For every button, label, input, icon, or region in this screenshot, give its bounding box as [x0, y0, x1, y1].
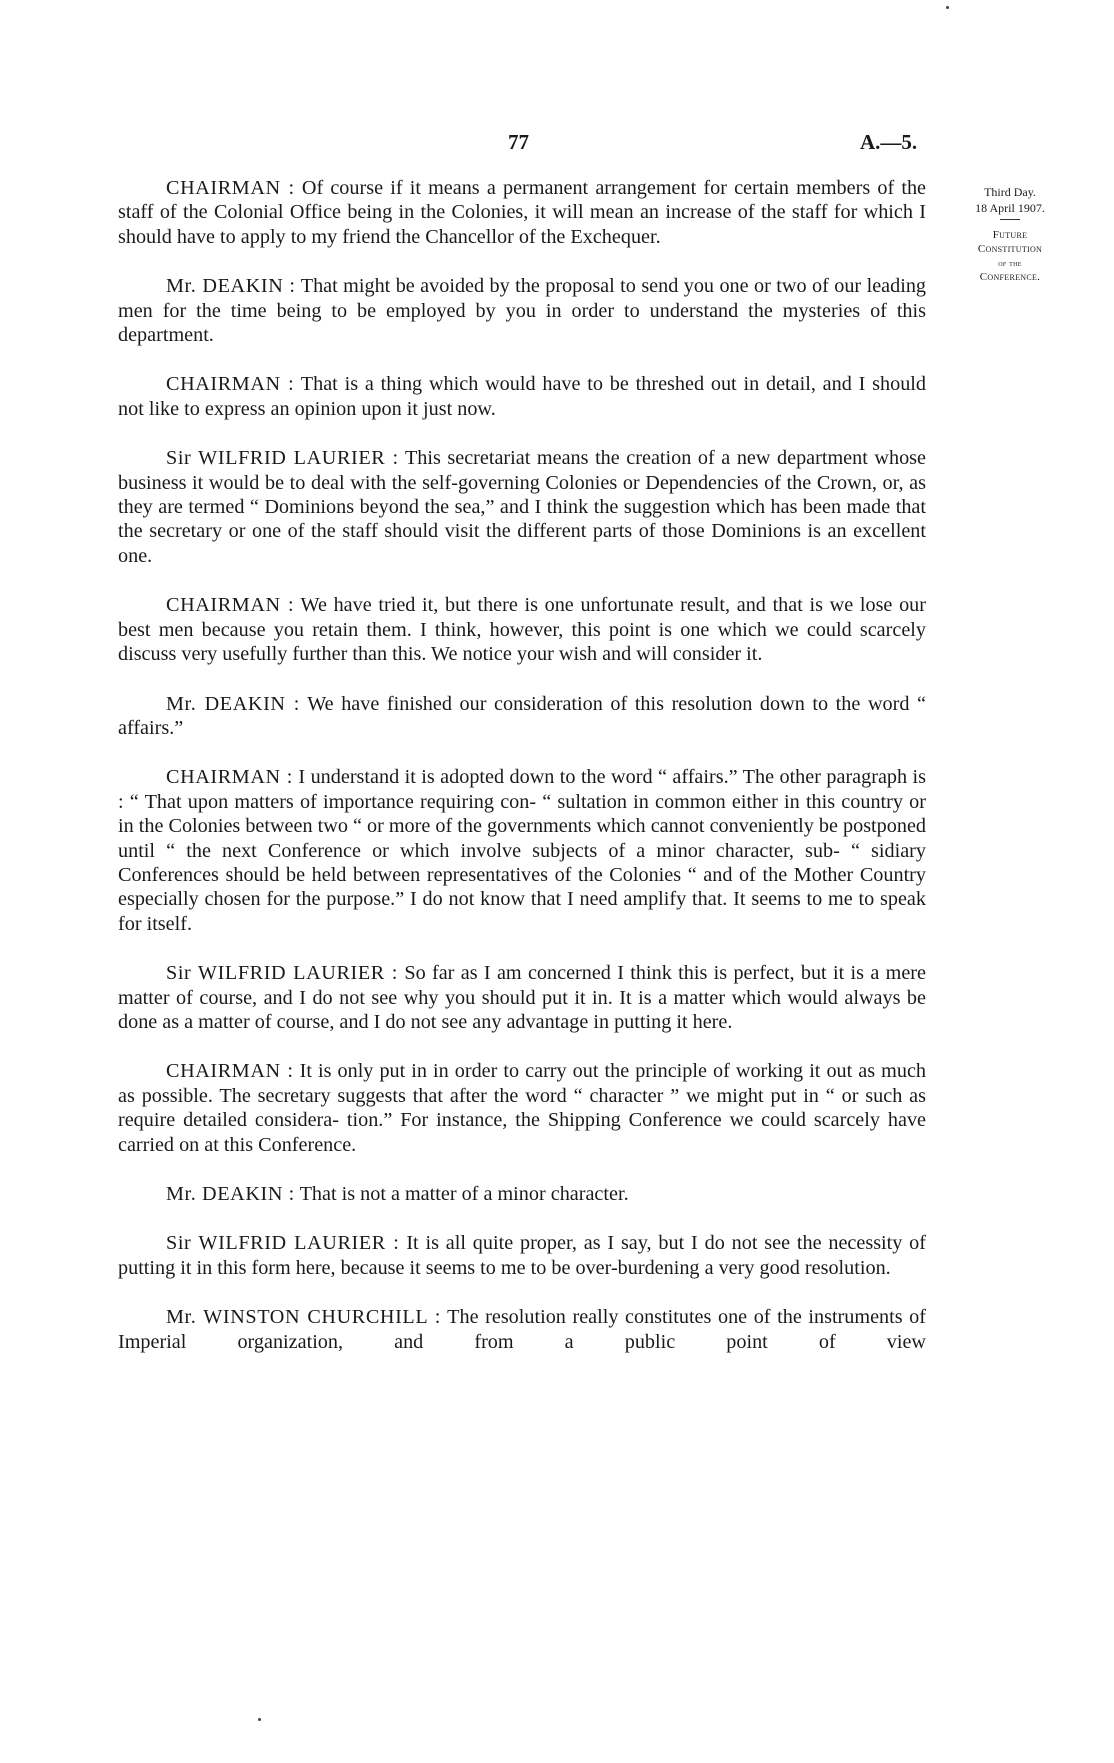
paragraph [118, 1231, 926, 1280]
paragraph [118, 372, 926, 421]
paragraph [118, 593, 926, 666]
body-text [118, 176, 926, 1379]
paragraph [118, 1182, 926, 1206]
speaker-name: CHAIRMAN : [166, 177, 295, 199]
speech-text: We have finished our consideration of this resolution down to the word “ affairs.” [118, 692, 926, 739]
speech-text: We have tried it, but there is one unfortunate result, and that is we lose our best men because you retain them. I think, however, this point is one which we could scarcely discuss very usefully further than this. We notice your wish and will consider it. [118, 594, 926, 666]
speaker-name: Sir WILFRID LAURIER : [166, 1232, 400, 1255]
margin-note [940, 184, 1080, 284]
paragraph [118, 1059, 926, 1157]
speech-text: So far as I am concerned I think this is perfect, but it is a mere matter of course, and I do not see why you should put it in. It is a matter which would always be done as a matter of course, and I do not see any advantage in putting it here. [118, 962, 926, 1033]
margin-note-topic-line: of the [998, 258, 1022, 268]
speech-text: This secretariat means the creation of a new department whose business it would be to deal with the self-governing Colonies or Dependencies of the Crown, or, as they are termed “ Dominions beyond the sea,” and I think the suggestion which has been made that the secretary or one of the staff should visit the different parts of those Dominions is an excellent one. [118, 447, 926, 567]
speaker-name: Mr. DEAKIN : [166, 275, 296, 298]
speaker-name: Mr. DEAKIN : [166, 692, 300, 715]
margin-note-topic-line: Conference. [979, 271, 1041, 283]
paragraph [118, 1305, 926, 1354]
speaker-name: Mr. DEAKIN : [166, 1183, 295, 1205]
speech-text: Of course if it means a permanent arrangement for certain members of the staff of the Colonial Office being in the Colonies, it will mean an increase of the staff for which I should have to apply to my friend the Chancellor of the Exchequer. [118, 177, 926, 248]
paragraph [118, 274, 926, 347]
speech-text: That is not a matter of a minor character. [299, 1183, 629, 1205]
page-number: 77 [508, 130, 529, 154]
speaker-name: CHAIRMAN : [166, 373, 295, 396]
speech-text: That might be avoided by the proposal to send you one or two of our leading men for the time being to be employed by you in order to understand the mysteries of this department. [118, 275, 927, 347]
speaker-name: Sir WILFRID LAURIER : [166, 962, 398, 985]
margin-note-topic-line: Future [992, 229, 1028, 241]
speaker-name: CHAIRMAN : [166, 1060, 294, 1083]
margin-note-rule [1000, 219, 1020, 220]
paragraph [118, 692, 926, 741]
paragraph [118, 765, 926, 936]
paragraph [118, 176, 926, 249]
paper-code: A.—5. [860, 130, 918, 154]
speech-text: The resolution really constitutes one of the instruments of Imperial organization, and from a public point of view [118, 1306, 927, 1353]
speaker-name: Mr. WINSTON CHURCHILL : [166, 1306, 441, 1329]
speech-text: It is only put in in order to carry out the principle of working it out as much as possible. The secretary suggests that after the word “ character ” we might put in “ or such as require detailed considera- tion.” For instance, the Shipping Conference we could scarcely have carried on at this Conference. [118, 1060, 926, 1156]
paragraph [118, 446, 926, 568]
stray-mark [258, 1718, 261, 1721]
speech-text: It is all quite proper, as I say, but I do not see the necessity of putting it in this form here, because it seems to me to be over-burdening a very good resolution. [118, 1232, 927, 1279]
margin-note-day: Third Day. [984, 185, 1036, 199]
speaker-name: CHAIRMAN : [166, 766, 293, 789]
paragraph [118, 961, 926, 1034]
speaker-name: Sir WILFRID LAURIER : [166, 447, 399, 470]
speaker-name: CHAIRMAN : [166, 594, 295, 617]
stray-mark [946, 6, 949, 9]
margin-note-date: 18 April 1907. [975, 201, 1045, 215]
speech-text: I understand it is adopted down to the word “ affairs.” The other paragraph is : “ That upon matters of importance requiring con- “ sultation in common either in this country or in the Colonies between two “ or more of the governments which cannot conveniently be postponed until “ the next Conference or which involve subjects of a minor character, sub- “ sidiary Conferences should be held between representatives of the Colonies “ and of the Mother Country especially chosen for the purpose.” I do not know that I need amplify that. It seems to me to speak for itself. [118, 766, 927, 935]
margin-note-topic-line: Constitution [977, 243, 1043, 255]
speech-text: That is a thing which would have to be threshed out in detail, and I should not like to express an opinion upon it just now. [118, 373, 927, 420]
